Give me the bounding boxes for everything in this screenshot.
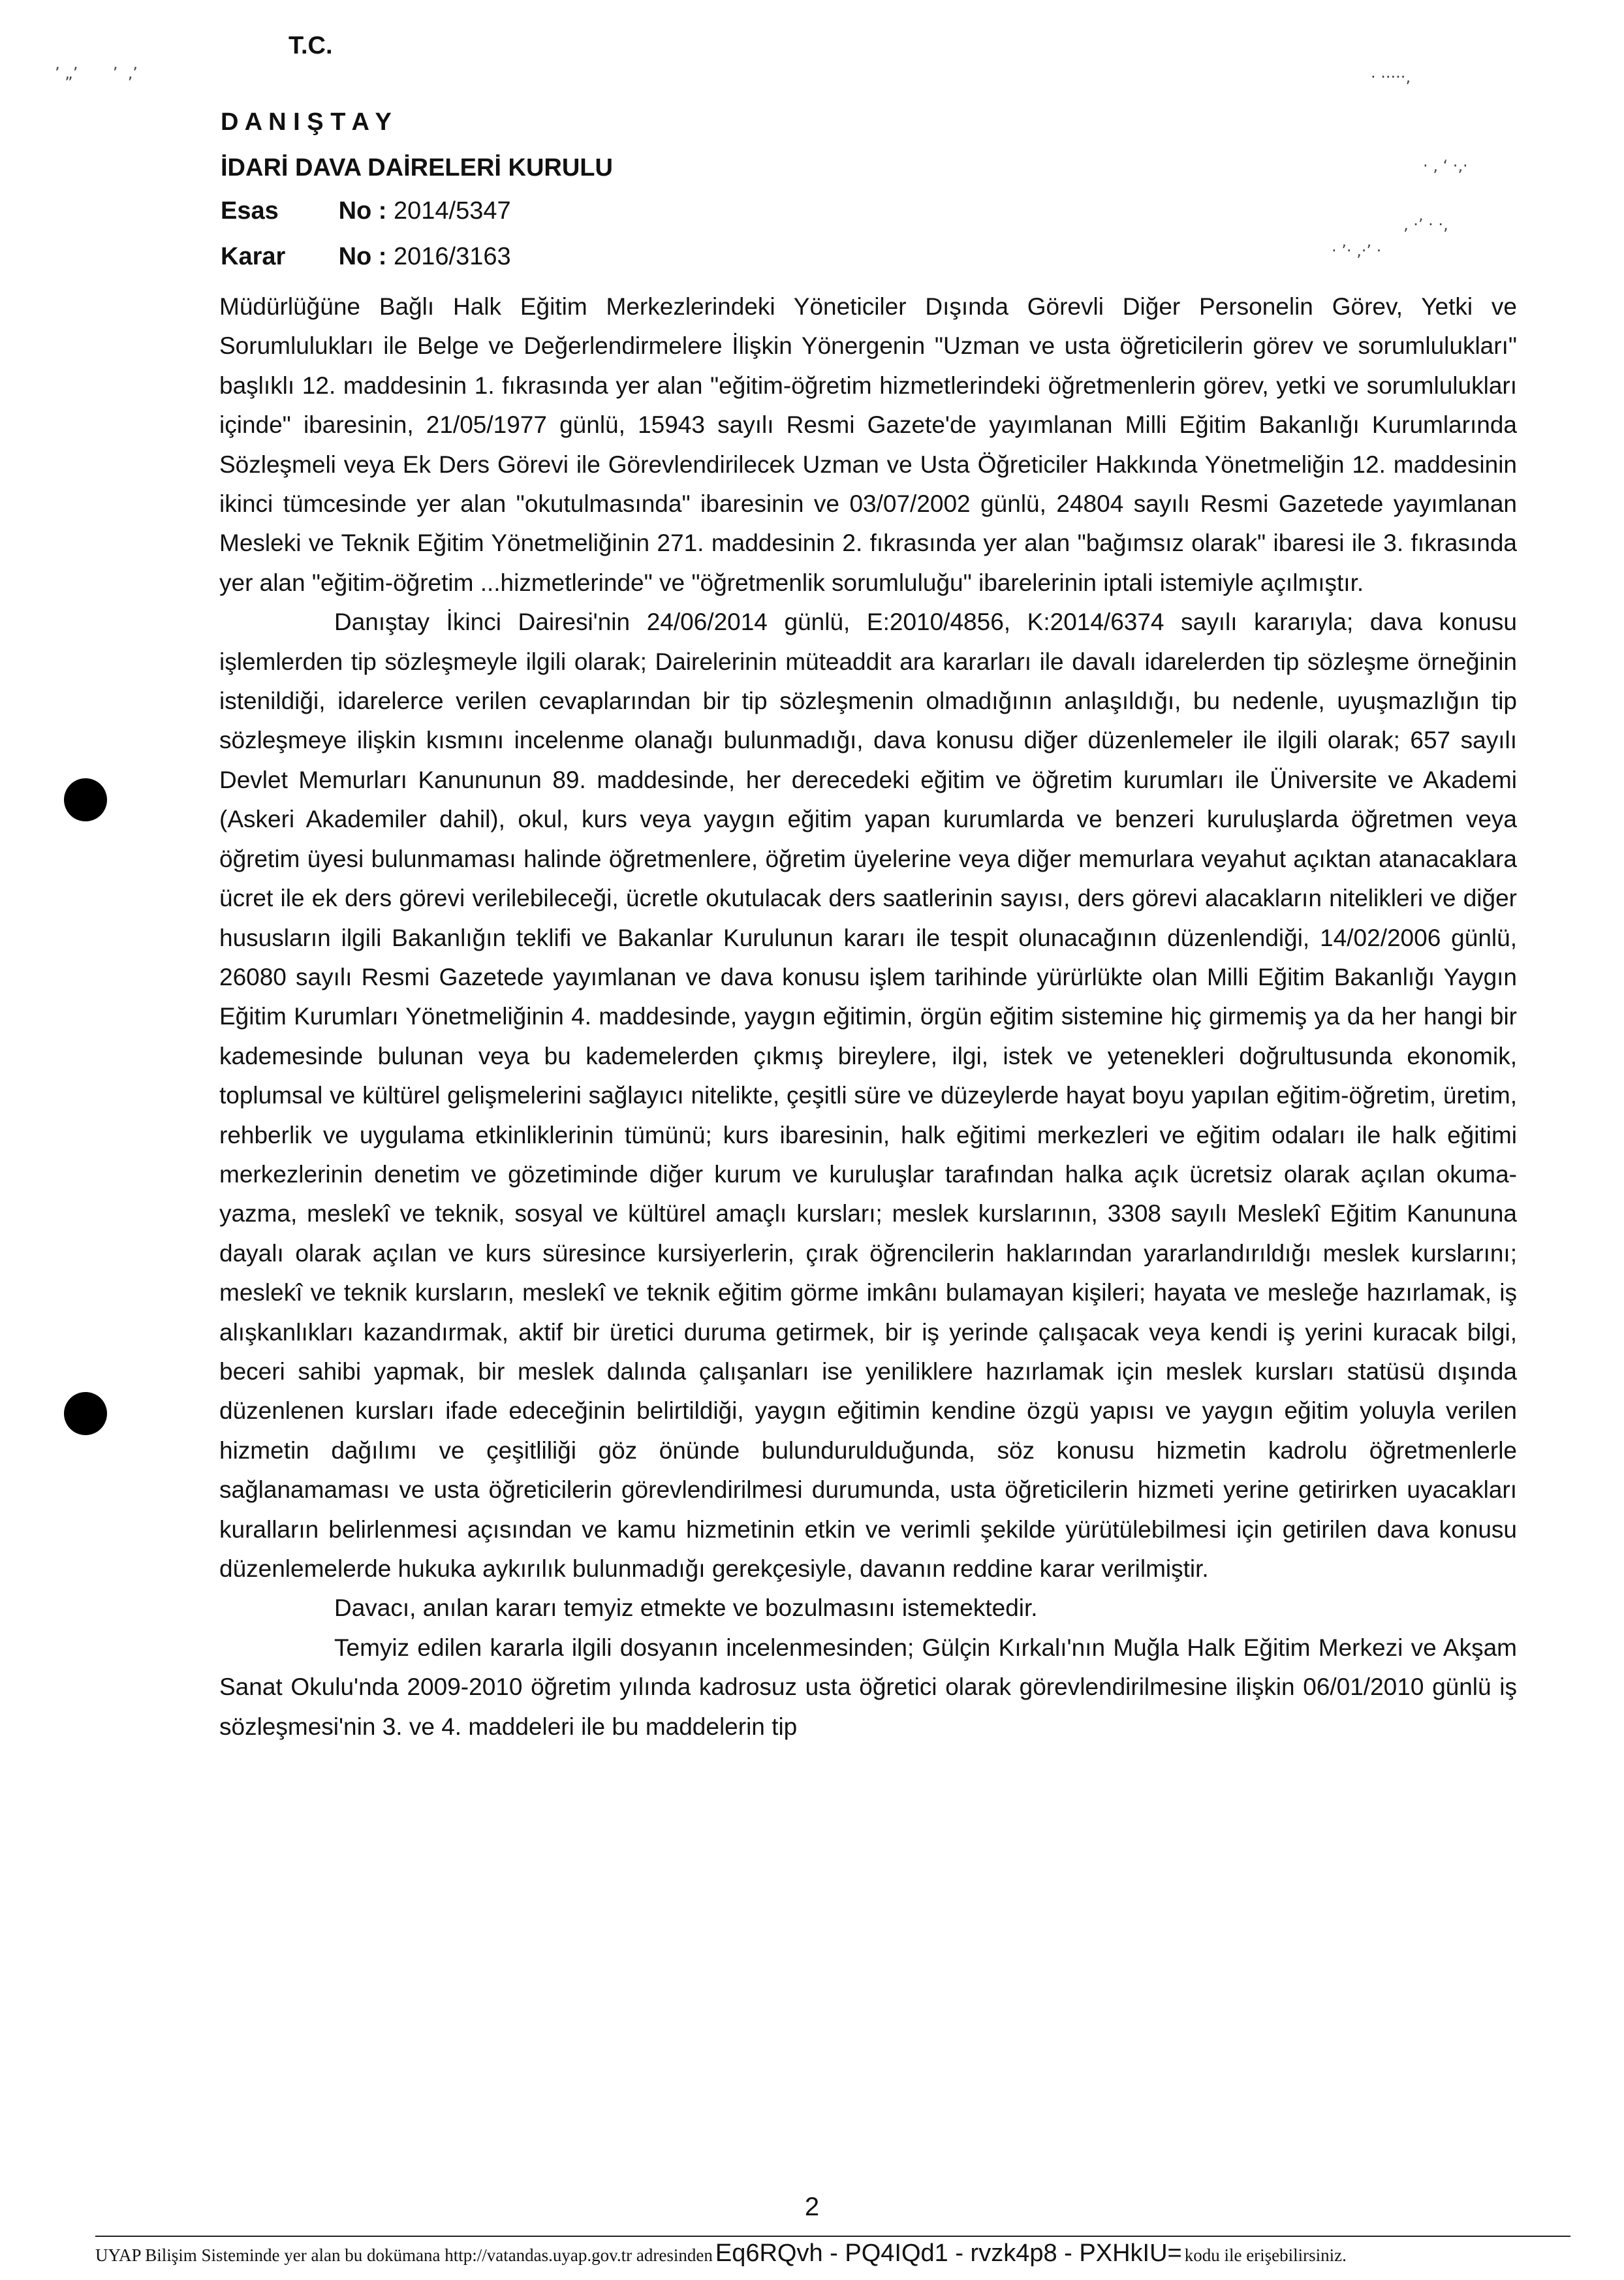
- esas-no-label: No :: [338, 197, 387, 225]
- body-paragraph-4: Temyiz edilen kararla ilgili dosyanın incelenmesinden; Gülçin Kırkalı'nın Muğla Halk Eğitim Merkezi ve Akşam Sanat Okulu'nda 2009-2010 öğretim yılında kadrosuz usta öğretici olarak görevlendirilmesine ilişkin 06/01/2010 günlü iş sözleşmesi'nin 3. ve 4. maddeleri ile bu maddelerin tip: [219, 1634, 1517, 1740]
- board-name: İDARİ DAVA DAİRELERİ KURULU: [221, 154, 613, 182]
- body-paragraph-2: Danıştay İkinci Dairesi'nin 24/06/2014 günlü, E:2010/4856, K:2014/6374 sayılı kararıyla; dava konusu işlemlerden tip sözleşmeyle ilgili olarak; Dairelerinin müteaddit ara kararları ile davalı idarelerden tip sözleşme örneğinin istenildiği, idarelerce verilen cevaplarından bir tip sözleşmenin olmadığının anlaşıldığı, bu nedenle, uyuşmazlığın tip sözleşmeye ilişkin kısmını incelenme olanağı bulunmadığı, dava konusu diğer düzenlemeler ile ilgili olarak; 657 sayılı Devlet Memurları Kanununun 89. maddesinde, her derecedeki eğitim ve öğretim kurumları ile Üniversite ve Akademi (Askeri Akademiler dahil), okul, kurs veya yaygın eğitim yapan kurumlarda ve benzeri kuruluşlarda öğretmen veya öğretim üyesi bulunmaması halinde öğretmenlere, öğretim üyelerine veya diğer memurlara veyahut açıktan atanacaklara ücret ile ek ders görevi verilebileceği, ücretle okutulacak ders saatlerinin sayısı, ders görevi alacakların nitelikleri ve diğer hususların ilgili Bakanlığın teklifi ve Bakanlar Kurulunun kararı ile tespit olunacağının düzenlendiği, 14/02/2006 günlü, 26080 sayılı Resmi Gazetede yayımlanan ve dava konusu işlem tarihinde yürürlükte olan Milli Eğitim Bakanlığı Yaygın Eğitim Kurumları Yönetmeliğinin 4. maddesinde, yaygın eğitimin, örgün eğitim sistemine hiç girmemiş ya da her hangi bir kademesinde bulunan veya bu kademelerden çıkmış bireylere, ilgi, istek ve yetenekleri doğrultusunda ekonomik, toplumsal ve kültürel gelişmelerini sağlayıcı nitelikte, çeşitli süre ve düzeylerde hayat boyu yapılan eğitim-öğretim, üretim, rehberlik ve uygulama etkinliklerinin tümünü; kurs ibaresinin, halk eğitimi merkezleri ve eğitim odaları ile halk eğitimi merkezlerinin denetim ve gözetiminde diğer kurum ve kuruluşlar tarafından halka açık ücretsiz olarak açılan okuma-yazma, meslekî ve teknik, sosyal ve kültürel amaçlı kursları; meslek kurslarının, 3308 sayılı Meslekî Eğitim Kanununa dayalı olarak açılan ve kurs süresince kursiyerlerin, çırak öğrencilerin haklarından yararlandırıldığı meslek kurslarını; meslekî ve teknik kursların, meslekî ve teknik eğitim görme imkânı bulamayan kişileri; hayata ve mesleğe hazırlamak, iş alışkanlıkları kazandırmak, aktif bir üretici duruma getirmek, bir iş yerinde çalışacak veya kendi iş yerini kuracak bilgi, beceri sahibi yapmak, bir meslek dalında çalışanları ise yeniliklere hazırlamak için meslek kursları statüsü dışında düzenlenen kursları ifade edeceğinin belirtildiği, yaygın eğitimin kendine özgü yapısı ve yaygın eğitim yoluyla verilen hizmetin dağılımı ve çeşitliliği göz önünde bulundurulduğunda, söz konusu hizmetin kadrolu öğretmenlerle sağlanamaması ve usta öğreticilerin görevlendirilmesi durumunda, usta öğreticilerin hizmeti yerine getirirken uyacakları kuralların belirlenmesi açısından ve kamu hizmetinin etkin ve verimli şekilde yürütülebilmesi için getirilen dava konusu düzenlemelerde hukuka aykırılık bulunmadığı gerekçesiyle, davanın reddine karar verilmiştir.: [219, 609, 1517, 1582]
- footer-suffix: kodu ile erişebilirsiniz.: [1184, 2245, 1347, 2265]
- footer-prefix: UYAP Bilişim Sisteminde yer alan bu dokümana http://vatandas.uyap.gov.tr adresinden: [95, 2245, 713, 2265]
- karar-row: [221, 243, 511, 271]
- body-paragraph-1: Müdürlüğüne Bağlı Halk Eğitim Merkezlerindeki Yöneticiler Dışında Görevli Diğer Personelin Görev, Yetki ve Sorumlulukları ile Belge ve Değerlendirmelere İlişkin Yönergenin "Uzman ve usta öğreticilerin görev ve sorumlulukları" başlıklı 12. maddesinin 1. fıkrasında yer alan "eğitim-öğretim hizmetlerindeki öğretmenlerin görev, yetki ve sorumlulukları içinde" ibaresinin, 21/05/1977 günlü, 15943 sayılı Resmi Gazete'de yayımlanan Milli Eğitim Bakanlığı Kurumlarında Sözleşmeli veya Ek Ders Görevi ile Görevlendirilecek Uzman ve Usta Öğreticiler Hakkında Yönetmeliğin 12. maddesinin ikinci tümcesinde yer alan "okutulmasında" ibaresinin ve 03/07/2002 günlü, 24804 sayılı Resmi Gazetede yayımlanan Mesleki ve Teknik Eğitim Yönetmeliğinin 271. maddesinin 2. fıkrasında yer alan "bağımsız olarak" ibaresi ile 3. fıkrasında yer alan "eğitim-öğretim ...hizmetlerinde" ve "öğretmenlik sorumluluğu" ibarelerinin iptali istemiyle açılmıştır.: [219, 293, 1517, 596]
- document-header: [287, 31, 333, 60]
- karar-no-label: No :: [338, 243, 387, 270]
- tc-label: T.C.: [289, 32, 333, 59]
- esas-label: Esas: [221, 197, 279, 225]
- scan-noise-right-3: · ’· ‚·’ ·: [1332, 242, 1382, 260]
- karar-label: Karar: [221, 243, 286, 270]
- karar-value: 2016/3163: [394, 243, 511, 270]
- footer-access-code: Eq6RQvh - PQ4IQd1 - rvzk4p8 - PXHkIU=: [715, 2240, 1182, 2267]
- esas-row: [221, 197, 511, 225]
- court-name: D A N I Ş T A Y: [221, 108, 392, 136]
- scan-noise-right-1: · ‚ ‘ ·‚·: [1423, 157, 1468, 175]
- scan-noise-left: ’ „’ ’ ‚’: [55, 64, 138, 82]
- punch-hole-bottom: [64, 1392, 107, 1435]
- scan-noise-right-2: ‚ ·’ · ·‚: [1403, 215, 1448, 234]
- page-number: 2: [804, 2193, 820, 2221]
- body-paragraph-3: Davacı, anılan kararı temyiz etmekte ve bozulmasını istemektedir.: [334, 1594, 1038, 1622]
- esas-value: 2014/5347: [394, 197, 511, 225]
- footer-divider: [95, 2236, 1570, 2237]
- punch-hole-top: [64, 778, 107, 821]
- scan-noise-top-right: · ·····‚: [1371, 68, 1411, 86]
- document-body: [219, 287, 1517, 1747]
- footer: [95, 2240, 1570, 2275]
